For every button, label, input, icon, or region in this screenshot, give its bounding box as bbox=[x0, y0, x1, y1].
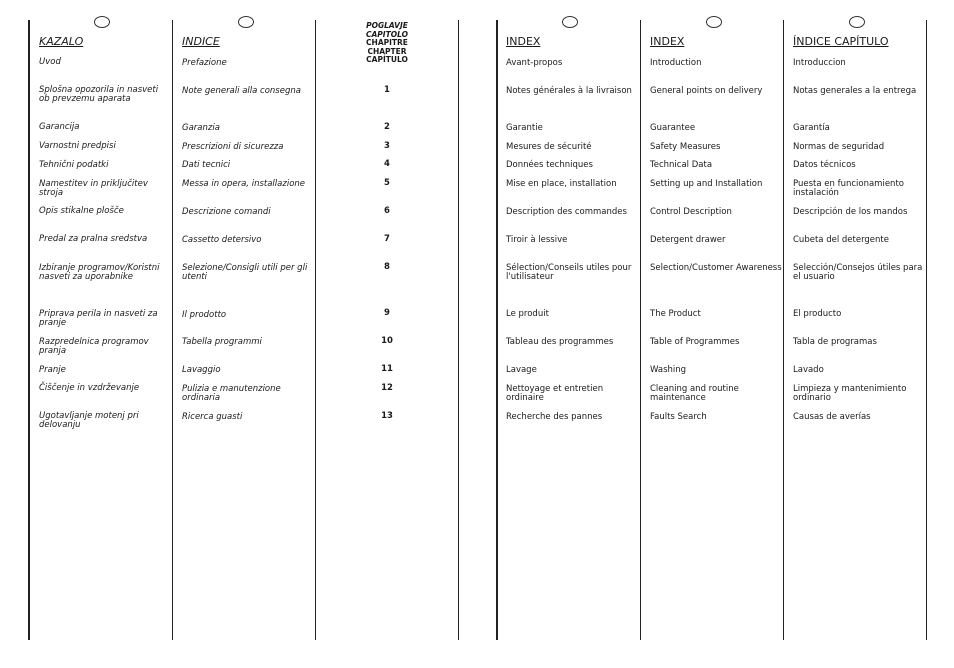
circle-icon bbox=[238, 16, 254, 28]
chapter-number: 3 bbox=[384, 141, 390, 151]
toc-entry: Notes générales à la livraison bbox=[506, 86, 632, 96]
toc-entry: Izbiranje programov/Koristni nasveti za uporabnike bbox=[39, 263, 160, 282]
toc-entry: Garantie bbox=[506, 123, 543, 133]
toc-entry: Control Description bbox=[650, 207, 732, 217]
rule bbox=[172, 20, 173, 640]
circle-icon bbox=[706, 16, 722, 28]
rule bbox=[783, 20, 784, 640]
toc-entry: Note generali alla consegna bbox=[182, 86, 301, 96]
toc-entry: Tableau des programmes bbox=[506, 337, 614, 347]
chapter-header-label: CHAPTER bbox=[367, 46, 407, 56]
chapter-number: 8 bbox=[384, 262, 390, 272]
rule bbox=[458, 20, 459, 640]
toc-entry: Lavage bbox=[506, 365, 537, 375]
chapter-header bbox=[316, 22, 458, 39]
toc-entry: Introduction bbox=[650, 58, 702, 68]
toc-entry: Nettoyage et entretien ordinaire bbox=[506, 384, 604, 403]
chapter-header bbox=[316, 39, 458, 65]
toc-entry: Cleaning and routine maintenance bbox=[650, 384, 739, 403]
toc-entry: Cubeta del detergente bbox=[793, 235, 889, 245]
toc-entry: Lavado bbox=[793, 365, 824, 375]
chapter-number: 13 bbox=[381, 411, 393, 421]
column-heading: INDICE bbox=[182, 35, 220, 48]
column-heading: INDEX bbox=[506, 35, 541, 48]
chapter-header-label: POGLAVJE bbox=[366, 21, 408, 30]
toc-entry: Causas de averías bbox=[793, 412, 871, 422]
toc-entry: Table of Programmes bbox=[650, 337, 740, 347]
chapter-number: 12 bbox=[381, 383, 393, 393]
toc-entry: Opis stikalne plošče bbox=[39, 206, 124, 216]
toc-entry: Selection/Customer Awareness bbox=[650, 263, 782, 273]
column-heading: KAZALO bbox=[39, 35, 84, 48]
chapter-number: 9 bbox=[384, 308, 390, 318]
toc-entry: Garantía bbox=[793, 123, 830, 133]
toc-entry: Prescrizioni di sicurezza bbox=[182, 142, 284, 152]
toc-entry: Tabla de programas bbox=[793, 337, 877, 347]
toc-entry: Safety Measures bbox=[650, 142, 721, 152]
chapter-number: 5 bbox=[384, 178, 390, 188]
chapter-number: 6 bbox=[384, 206, 390, 216]
rule bbox=[315, 20, 316, 640]
rule-right bbox=[926, 20, 927, 640]
chapter-number: 7 bbox=[384, 234, 390, 244]
chapter-number: 4 bbox=[384, 159, 390, 169]
toc-entry: Razpredelnica programov pranja bbox=[39, 337, 149, 356]
toc-entry: Recherche des pannes bbox=[506, 412, 603, 422]
toc-entry: Prefazione bbox=[182, 58, 227, 68]
toc-entry: Splošna opozorila in nasveti ob prevzemu aparata bbox=[39, 85, 159, 104]
toc-entry: Detergent drawer bbox=[650, 235, 726, 245]
toc-entry: Varnostni predpisi bbox=[39, 141, 116, 151]
toc-entry: Sélection/Conseils utiles pour l'utilisateur bbox=[506, 263, 632, 282]
chapter-header-label: CAPÍTULO bbox=[366, 55, 408, 64]
toc-entry: Tabella programmi bbox=[182, 337, 262, 347]
toc-entry: Tiroir à lessive bbox=[506, 235, 568, 245]
toc-entry: Pulizia e manutenzione ordinaria bbox=[182, 384, 281, 403]
toc-entry: Washing bbox=[650, 365, 687, 375]
toc-entry: Dati tecnici bbox=[182, 160, 231, 170]
rule-left bbox=[28, 20, 30, 640]
toc-entry: Faults Search bbox=[650, 412, 707, 422]
toc-entry: Garanzia bbox=[182, 123, 220, 133]
toc-entry: Descrizione comandi bbox=[182, 207, 271, 217]
rule bbox=[640, 20, 641, 640]
chapter-number: 11 bbox=[381, 364, 393, 374]
toc-entry: Datos técnicos bbox=[793, 160, 856, 170]
toc-entry: Il prodotto bbox=[182, 310, 227, 320]
chapter-number: 1 bbox=[384, 85, 390, 95]
toc-entry: Puesta en funcionamiento instalación bbox=[793, 179, 904, 198]
chapter-number: 10 bbox=[381, 336, 393, 346]
toc-entry: Selezione/Consigli utili per gli utenti bbox=[182, 263, 308, 282]
toc-entry: Garancija bbox=[39, 122, 80, 132]
toc-entry: Avant-propos bbox=[506, 58, 563, 68]
toc-entry: Mesures de sécurité bbox=[506, 142, 592, 152]
column-heading: ÍNDICE CAPÍTULO bbox=[793, 35, 889, 48]
toc-entry: Lavaggio bbox=[182, 365, 221, 375]
toc-entry: Priprava perila in nasveti za pranje bbox=[39, 309, 158, 328]
toc-entry: Description des commandes bbox=[506, 207, 627, 217]
toc-entry: Setting up and Installation bbox=[650, 179, 763, 189]
toc-entry: The Product bbox=[650, 309, 701, 319]
circle-icon bbox=[94, 16, 110, 28]
toc-entry: Pranje bbox=[39, 365, 66, 375]
toc-entry: El producto bbox=[793, 309, 842, 319]
toc-entry: General points on delivery bbox=[650, 86, 763, 96]
toc-entry: Limpieza y mantenimiento ordinario bbox=[793, 384, 907, 403]
toc-entry: Messa in opera, installazione bbox=[182, 179, 306, 189]
chapter-header-label: CAPITOLO bbox=[366, 29, 408, 39]
toc-entry: Uvod bbox=[39, 57, 61, 67]
toc-entry: Čiščenje in vzdrževanje bbox=[39, 383, 140, 393]
circle-icon bbox=[562, 16, 578, 28]
toc-entry: Cassetto detersivo bbox=[182, 235, 262, 245]
toc-entry: Selección/Consejos útiles para el usuario bbox=[793, 263, 923, 282]
toc-entry: Technical Data bbox=[650, 160, 713, 170]
rule-center bbox=[496, 20, 498, 640]
toc-entry: Introduccion bbox=[793, 58, 846, 68]
toc-entry: Notas generales a la entrega bbox=[793, 86, 917, 96]
toc-entry: Ricerca guasti bbox=[182, 412, 243, 422]
toc-entry: Normas de seguridad bbox=[793, 142, 885, 152]
toc-entry: Le produit bbox=[506, 309, 549, 319]
toc-entry: Données techniques bbox=[506, 160, 593, 170]
column-heading: INDEX bbox=[650, 35, 685, 48]
toc-entry: Tehnični podatki bbox=[39, 160, 109, 170]
toc-entry: Guarantee bbox=[650, 123, 696, 133]
chapter-header-label: CHAPITRE bbox=[366, 38, 408, 47]
toc-entry: Mise en place, installation bbox=[506, 179, 617, 189]
toc-entry: Descripción de los mandos bbox=[793, 207, 908, 217]
toc-entry: Predal za pralna sredstva bbox=[39, 234, 148, 244]
chapter-number: 2 bbox=[384, 122, 390, 132]
toc-entry: Namestitev in priključitev stroja bbox=[39, 179, 148, 198]
toc-entry: Ugotavljanje motenj pri delovanju bbox=[39, 411, 139, 430]
circle-icon bbox=[849, 16, 865, 28]
